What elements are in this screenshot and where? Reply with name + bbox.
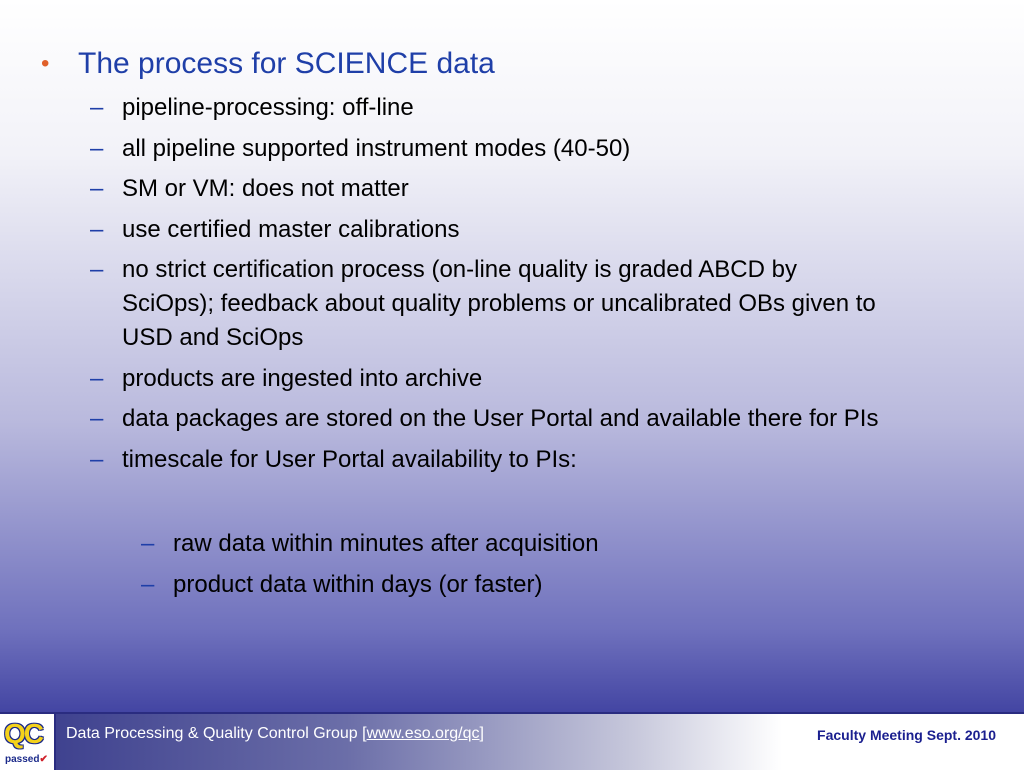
list-item: – products are ingested into archive [90,364,483,392]
qc-logo-sub: passed✔ [5,754,48,765]
footer-event-text: Faculty Meeting Sept. 2010 [817,727,996,743]
list-item: – all pipeline supported instrument modes (40-50) [90,134,631,162]
nested-list-item: – raw data within minutes after acquisition [141,530,599,557]
qc-website-link[interactable]: www.eso.org/qc [366,725,480,742]
qc-logo-text: QC [4,718,42,749]
nested-bullet-list [90,527,880,608]
list-item: – data packages are stored on the User Portal and available there for PIs [90,405,879,432]
nested-list-item: – product data within days (or faster) [141,570,543,598]
list-item: – use certified master calibrations [90,215,460,243]
sub-bullet-list [90,91,880,483]
qc-passed-logo [0,714,56,770]
slide-footer [0,712,1024,770]
bullet-dot: • [41,50,50,77]
list-item: – pipeline-processing: off-line [90,94,414,121]
list-item: – timescale for User Portal availability to PIs: [90,445,577,473]
check-icon: ✔ [39,754,48,765]
list-item: – SM or VM: does not matter [90,175,409,202]
list-item: – no strict certification process (on-line quality is graded ABCD by SciOps); feedback about quality problems or uncalibrated OBs given to USD and SciOps [90,256,876,351]
slide-title: The process for SCIENCE data [78,47,495,80]
footer-group-text: Data Processing & Quality Control Group [www.eso.org/qc] [66,725,484,742]
